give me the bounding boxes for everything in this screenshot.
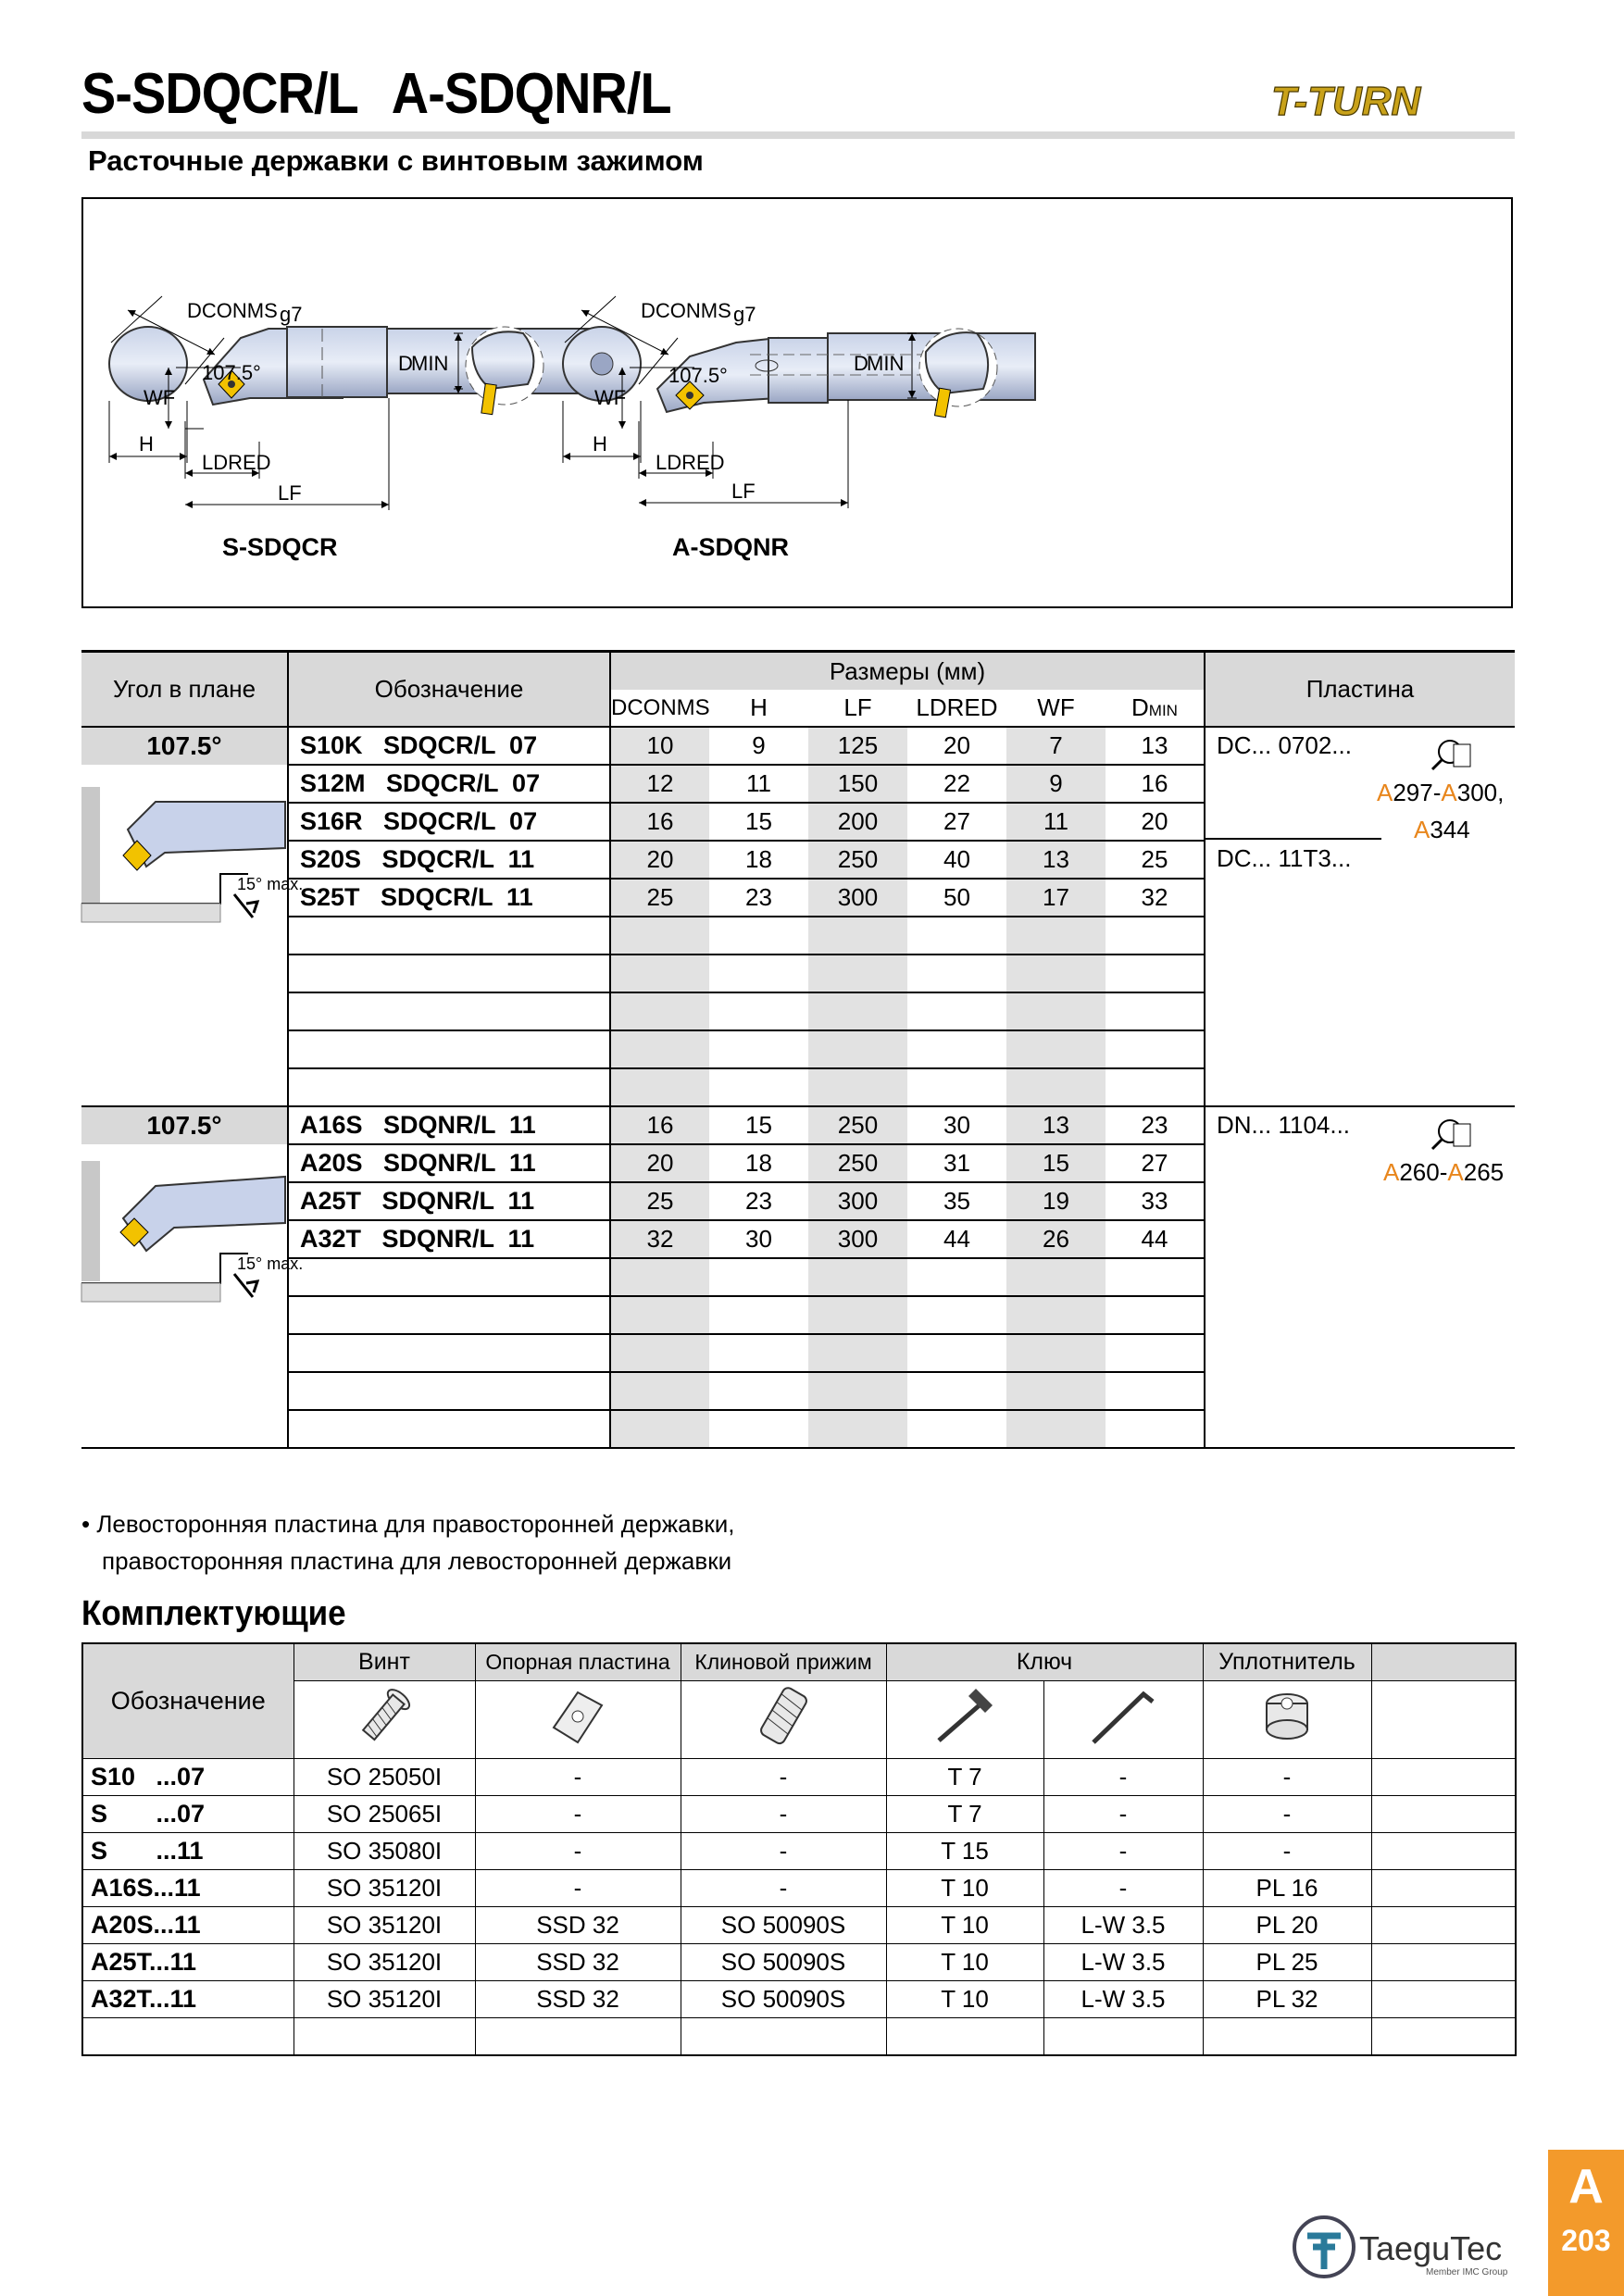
svg-text:LF: LF <box>278 481 302 505</box>
acc-value: - <box>1043 1759 1203 1796</box>
acc-value: SSD 32 <box>475 1944 681 1981</box>
svg-text:LDRED: LDRED <box>656 451 725 474</box>
col-wf: WF <box>1006 690 1106 727</box>
value-cell: 250 <box>808 1106 907 1144</box>
group2-insert-cell <box>1205 1106 1515 1448</box>
blank-cell <box>1371 1981 1516 2018</box>
acc-value: - <box>475 1796 681 1833</box>
svg-text:D: D <box>854 352 868 375</box>
page-reference[interactable]: A260-A265 <box>1383 1158 1505 1186</box>
value-cell: 17 <box>1006 879 1106 917</box>
value-cell: 23 <box>1106 1106 1205 1144</box>
value-cell: 31 <box>907 1144 1006 1182</box>
value-cell: 18 <box>709 841 808 879</box>
blank-cell <box>1371 1907 1516 1944</box>
group1-insert-cell <box>1205 727 1515 1106</box>
value-cell: 300 <box>808 1220 907 1258</box>
acc-header-designation: Обозначение <box>82 1643 294 1759</box>
value-cell: 7 <box>1006 727 1106 765</box>
svg-text:Member IMC Group: Member IMC Group <box>1426 2267 1508 2277</box>
value-cell: 26 <box>1006 1220 1106 1258</box>
acc-value: SO 35120I <box>294 1981 475 2018</box>
page-number: 203 <box>1561 2224 1611 2257</box>
value-cell: 32 <box>1106 879 1205 917</box>
acc-value: L-W 3.5 <box>1043 1981 1203 2018</box>
svg-text:15° max.: 15° max. <box>237 875 304 893</box>
header-insert: Пластина <box>1205 652 1515 728</box>
acc-value: T 10 <box>886 1944 1043 1981</box>
blank-cell <box>1371 1759 1516 1796</box>
svg-text:TaeguTec: TaeguTec <box>1359 2229 1503 2267</box>
acc-value: T 7 <box>886 1796 1043 1833</box>
value-cell: 11 <box>709 765 808 803</box>
svg-text:A-SDQNR: A-SDQNR <box>672 533 789 561</box>
svg-text:DCONMS: DCONMS <box>641 299 731 322</box>
blank-cell <box>1371 1796 1516 1833</box>
acc-value: PL 25 <box>1203 1944 1371 1981</box>
value-cell: 150 <box>808 765 907 803</box>
acc-code: S ...11 <box>82 1833 294 1870</box>
s-sdqcr-drawing <box>109 296 591 561</box>
value-cell: 250 <box>808 1144 907 1182</box>
group1-icon-cell <box>81 765 304 1106</box>
svg-text:WF: WF <box>594 386 627 409</box>
value-cell: 40 <box>907 841 1006 879</box>
acc-value: PL 20 <box>1203 1907 1371 1944</box>
page-reference[interactable]: A344 <box>1414 816 1470 843</box>
blank-cell <box>1371 1944 1516 1981</box>
value-cell: 16 <box>1106 765 1205 803</box>
acc-value: L-W 3.5 <box>1043 1944 1203 1981</box>
hex-key-icon <box>1043 1681 1203 1759</box>
svg-text:LDRED: LDRED <box>202 451 271 474</box>
acc-value: - <box>475 1759 681 1796</box>
value-cell: 9 <box>709 727 808 765</box>
value-cell: 15 <box>709 1106 808 1144</box>
acc-value: T 15 <box>886 1833 1043 1870</box>
page-subtitle: Расточные державки с винтовым зажимом <box>88 144 704 177</box>
acc-value: - <box>681 1759 886 1796</box>
blank-cell <box>1371 1681 1516 1759</box>
a-sdqnr-drawing <box>563 296 1035 561</box>
acc-value: T 10 <box>886 1907 1043 1944</box>
group2-angle: 107.5° <box>81 1106 288 1144</box>
value-cell: 20 <box>610 841 709 879</box>
section-letter: A <box>1568 2160 1604 2214</box>
acc-value: - <box>1203 1759 1371 1796</box>
acc-value: - <box>1043 1833 1203 1870</box>
value-cell: 25 <box>610 1182 709 1220</box>
magnifier-icon <box>1428 735 1474 772</box>
svg-text:MIN: MIN <box>411 352 449 375</box>
value-cell: 30 <box>907 1106 1006 1144</box>
header-angle: Угол в плане <box>81 652 288 728</box>
taegutec-emblem-icon <box>1287 2199 1528 2282</box>
designation-cell: A20S SDQNR/L 11 <box>288 1144 610 1182</box>
acc-value: PL 32 <box>1203 1981 1371 2018</box>
blank-cell <box>1371 1833 1516 1870</box>
acc-value: T 10 <box>886 1981 1043 2018</box>
group2-icon-cell <box>81 1144 304 1448</box>
insert-hand-note <box>81 1505 735 1579</box>
acc-value: - <box>475 1833 681 1870</box>
col-lf: LF <box>808 690 907 727</box>
insert-divider <box>1206 838 1381 840</box>
value-cell: 300 <box>808 879 907 917</box>
boring-angle-icon <box>81 765 304 922</box>
acc-value: - <box>1203 1796 1371 1833</box>
header-dimensions: Размеры (мм) <box>610 652 1205 691</box>
col-dmin: DMIN <box>1106 690 1205 727</box>
acc-code: A25T...11 <box>82 1944 294 1981</box>
value-cell: 16 <box>610 803 709 841</box>
acc-value: - <box>475 1870 681 1907</box>
svg-text:H: H <box>139 432 154 455</box>
value-cell: 12 <box>610 765 709 803</box>
acc-value: PL 16 <box>1203 1870 1371 1907</box>
value-cell: 22 <box>907 765 1006 803</box>
acc-header-shim: Опорная пластина <box>475 1643 681 1681</box>
acc-code: S10 ...07 <box>82 1759 294 1796</box>
blank-cell <box>1371 1870 1516 1907</box>
svg-text:107.5°: 107.5° <box>202 361 261 384</box>
svg-text:D: D <box>398 352 413 375</box>
magnifier-icon <box>1428 1115 1474 1152</box>
acc-value: SO 50090S <box>681 1944 886 1981</box>
acc-value: SO 50090S <box>681 1981 886 2018</box>
svg-text:DCONMS: DCONMS <box>187 299 278 322</box>
screw-icon <box>294 1681 475 1759</box>
technical-drawing <box>81 197 1513 608</box>
acc-value: T 10 <box>886 1870 1043 1907</box>
col-ldred: LDRED <box>907 690 1006 727</box>
wedge-clamp-icon <box>681 1681 886 1759</box>
svg-text:H: H <box>593 432 607 455</box>
value-cell: 27 <box>907 803 1006 841</box>
value-cell: 50 <box>907 879 1006 917</box>
shim-icon <box>475 1681 681 1759</box>
value-cell: 15 <box>1006 1144 1106 1182</box>
acc-value: - <box>1043 1870 1203 1907</box>
page-reference[interactable]: A297-A300, <box>1377 779 1505 806</box>
acc-code: A16S...11 <box>82 1870 294 1907</box>
value-cell: 200 <box>808 803 907 841</box>
value-cell: 20 <box>610 1144 709 1182</box>
acc-value: SO 25050I <box>294 1759 475 1796</box>
value-cell: 33 <box>1106 1182 1205 1220</box>
insert-dn1104: DN... 1104... <box>1217 1111 1351 1139</box>
value-cell: 9 <box>1006 765 1106 803</box>
acc-value: - <box>1203 1833 1371 1870</box>
empty-row <box>82 2018 1516 2056</box>
designation-cell: S12M SDQCR/L 07 <box>288 765 610 803</box>
acc-code: S ...07 <box>82 1796 294 1833</box>
value-cell: 18 <box>709 1144 808 1182</box>
value-cell: 15 <box>709 803 808 841</box>
acc-value: SO 35080I <box>294 1833 475 1870</box>
value-cell: 25 <box>610 879 709 917</box>
note-line-2: правосторонняя пластина для левосторонней державки <box>102 1547 732 1575</box>
svg-text:S-SDQCR: S-SDQCR <box>222 533 338 561</box>
section-page-tab <box>1548 2150 1624 2296</box>
acc-value: SSD 32 <box>475 1981 681 2018</box>
value-cell: 13 <box>1006 1106 1106 1144</box>
value-cell: 35 <box>907 1182 1006 1220</box>
svg-text:g7: g7 <box>733 303 756 326</box>
value-cell: 13 <box>1006 841 1106 879</box>
value-cell: 23 <box>709 1182 808 1220</box>
value-cell: 27 <box>1106 1144 1205 1182</box>
acc-value: - <box>1043 1796 1203 1833</box>
svg-text:T-TURN: T-TURN <box>1271 79 1421 124</box>
value-cell: 300 <box>808 1182 907 1220</box>
designation-cell: S25T SDQCR/L 11 <box>288 879 610 917</box>
taegutec-logo <box>1287 2199 1528 2287</box>
acc-value: SO 35120I <box>294 1944 475 1981</box>
acc-value: T 7 <box>886 1759 1043 1796</box>
value-cell: 125 <box>808 727 907 765</box>
seal-icon <box>1203 1681 1371 1759</box>
col-dconms: DCONMS <box>610 690 709 727</box>
note-line-1: • Левосторонняя пластина для правосторонней державки, <box>81 1510 735 1538</box>
value-cell: 44 <box>907 1220 1006 1258</box>
acc-value: SO 50090S <box>681 1907 886 1944</box>
acc-header-seal: Уплотнитель <box>1203 1643 1371 1681</box>
value-cell: 25 <box>1106 841 1205 879</box>
designation-cell: A25T SDQNR/L 11 <box>288 1182 610 1220</box>
svg-text:WF: WF <box>144 386 176 409</box>
designation-cell: S20S SDQCR/L 11 <box>288 841 610 879</box>
svg-text:g7: g7 <box>280 303 303 326</box>
acc-value: SO 25065I <box>294 1796 475 1833</box>
value-cell: 23 <box>709 879 808 917</box>
torx-key-icon <box>886 1681 1043 1759</box>
accessories-title: Комплектующие <box>81 1594 346 1633</box>
value-cell: 30 <box>709 1220 808 1258</box>
svg-text:107.5°: 107.5° <box>668 364 728 387</box>
value-cell: 13 <box>1106 727 1205 765</box>
value-cell: 19 <box>1006 1182 1106 1220</box>
group1-angle: 107.5° <box>81 727 288 765</box>
acc-code: A32T...11 <box>82 1981 294 2018</box>
acc-code: A20S...11 <box>82 1907 294 1944</box>
svg-text:MIN: MIN <box>867 352 905 375</box>
value-cell: 32 <box>610 1220 709 1258</box>
acc-value: SSD 32 <box>475 1907 681 1944</box>
acc-value: - <box>681 1870 886 1907</box>
title-rule <box>81 131 1515 139</box>
designation-cell: A16S SDQNR/L 11 <box>288 1106 610 1144</box>
acc-header-blank <box>1371 1643 1516 1681</box>
svg-text:LF: LF <box>731 480 756 503</box>
acc-value: SO 35120I <box>294 1907 475 1944</box>
value-cell: 16 <box>610 1106 709 1144</box>
acc-header-key: Ключ <box>886 1643 1203 1681</box>
designation-cell: S16R SDQCR/L 07 <box>288 803 610 841</box>
acc-header-screw: Винт <box>294 1643 475 1681</box>
value-cell: 11 <box>1006 803 1106 841</box>
value-cell: 20 <box>907 727 1006 765</box>
holder-dimensions-table <box>81 650 1515 1449</box>
insert-dc11t3: DC... 11T3... <box>1217 844 1352 872</box>
t-turn-logo <box>1264 74 1518 126</box>
value-cell: 250 <box>808 841 907 879</box>
insert-dc0702: DC... 0702... <box>1217 731 1352 759</box>
value-cell: 10 <box>610 727 709 765</box>
drawing-svg <box>83 199 1515 610</box>
acc-value: - <box>681 1833 886 1870</box>
designation-cell: S10K SDQCR/L 07 <box>288 727 610 765</box>
acc-value: SO 35120I <box>294 1870 475 1907</box>
designation-cell: A32T SDQNR/L 11 <box>288 1220 610 1258</box>
accessories-table <box>81 1642 1517 2056</box>
acc-header-wedge: Клиновой прижим <box>681 1643 886 1681</box>
header-designation: Обозначение <box>288 652 610 728</box>
boring-angle-icon <box>81 1144 304 1302</box>
svg-text:15° max.: 15° max. <box>237 1254 304 1273</box>
page-title: S-SDQCR/L A-SDQNR/L <box>81 62 671 126</box>
acc-value: - <box>681 1796 886 1833</box>
value-cell: 20 <box>1106 803 1205 841</box>
acc-value: L-W 3.5 <box>1043 1907 1203 1944</box>
col-h: H <box>709 690 808 727</box>
value-cell: 44 <box>1106 1220 1205 1258</box>
